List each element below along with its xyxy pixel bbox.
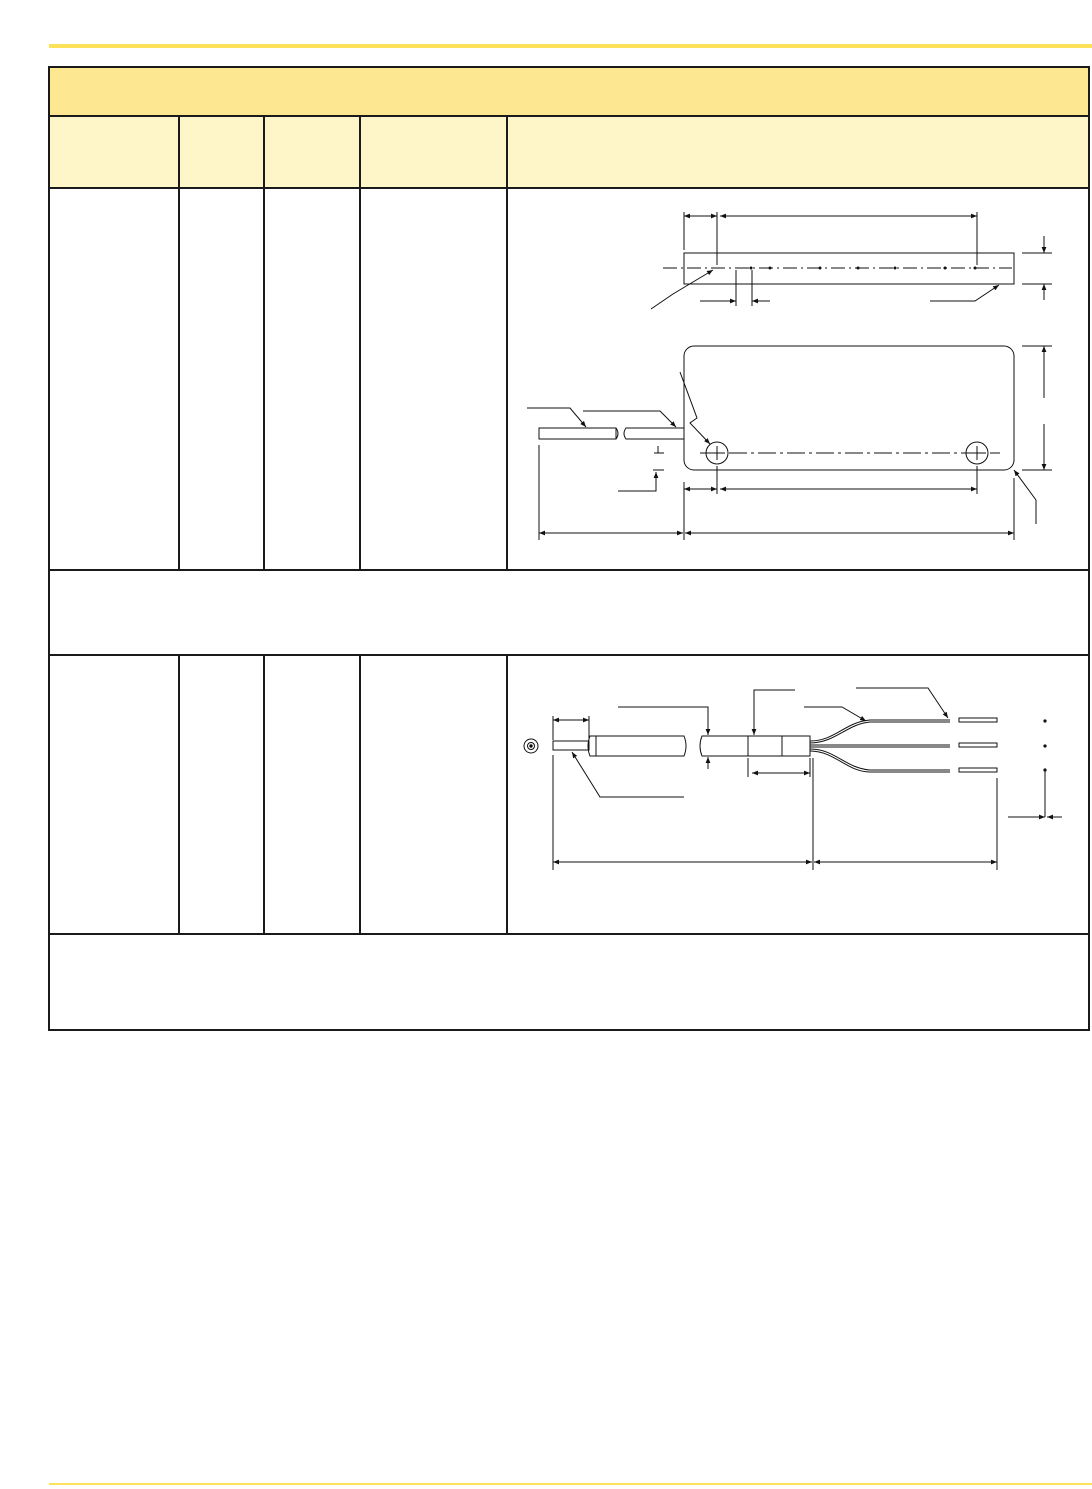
bottom-accent-rule [49, 1483, 1092, 1485]
heater-sheath [588, 736, 686, 756]
crimp-sleeve [748, 736, 782, 756]
heater-pin [553, 741, 589, 750]
